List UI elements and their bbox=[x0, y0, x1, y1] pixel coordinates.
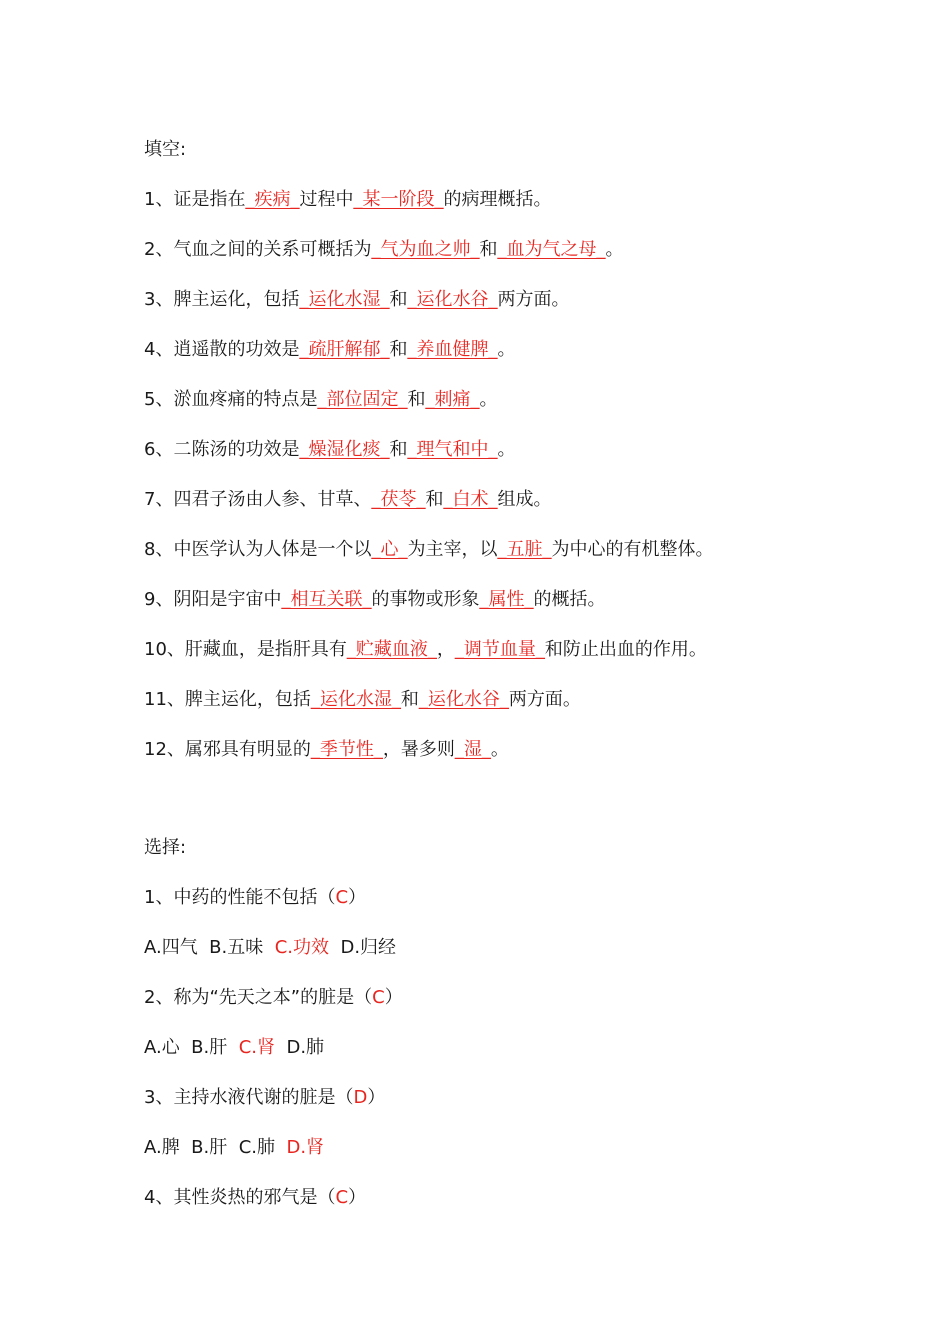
fill-text: 和 bbox=[479, 239, 498, 260]
choice-question bbox=[144, 1186, 366, 1210]
choice-options bbox=[144, 936, 396, 960]
fill-answer: _理气和中_ bbox=[407, 439, 498, 460]
fill-text: 组成。 bbox=[497, 489, 552, 510]
option: A.四气 bbox=[144, 937, 198, 958]
choice-options bbox=[144, 1036, 324, 1060]
fill-answer: _刺痛_ bbox=[425, 389, 480, 410]
fill-text: 和 bbox=[400, 689, 419, 710]
fill-text: 和 bbox=[389, 339, 408, 360]
fill-text: 7、四君子汤由人参、甘草、 bbox=[144, 489, 372, 510]
fill-item bbox=[144, 738, 509, 762]
fill-item bbox=[144, 388, 497, 412]
fill-item bbox=[144, 538, 713, 562]
fill-text: 3、脾主运化，包括 bbox=[144, 289, 300, 310]
fill-answer: _部位固定_ bbox=[317, 389, 408, 410]
fill-text: 的事物或形象 bbox=[371, 589, 480, 610]
option-correct: C.肾 bbox=[238, 1037, 275, 1058]
fill-text: 。 bbox=[497, 339, 516, 360]
fill-text: 10、肝藏血，是指肝具有 bbox=[144, 639, 347, 660]
option: D.归经 bbox=[340, 937, 397, 958]
fill-text: 。 bbox=[490, 739, 509, 760]
choice-question bbox=[144, 886, 366, 910]
answer-letter: C bbox=[372, 987, 385, 1008]
question-text: 4、其性炎热的邪气是（ bbox=[144, 1187, 336, 1208]
fill-text: 。 bbox=[605, 239, 624, 260]
option-correct: C.功效 bbox=[274, 937, 329, 958]
fill-text: 过程中 bbox=[299, 189, 354, 210]
option: B.肝 bbox=[191, 1037, 228, 1058]
fill-text: 。 bbox=[479, 389, 498, 410]
fill-text: 11、脾主运化，包括 bbox=[144, 689, 311, 710]
question-text: 2、称为“先天之本”的脏是（ bbox=[144, 987, 373, 1008]
question-text: ） bbox=[348, 1187, 367, 1208]
fill-answer: _相互关联_ bbox=[281, 589, 372, 610]
question-text: ） bbox=[384, 987, 403, 1008]
question-text: 1、中药的性能不包括（ bbox=[144, 887, 336, 908]
fill-text: 2、气血之间的关系可概括为 bbox=[144, 239, 372, 260]
fill-answer: _湿_ bbox=[454, 739, 491, 760]
fill-answer: _五脏_ bbox=[497, 539, 552, 560]
question-text: ） bbox=[367, 1087, 386, 1108]
fill-text: 两方面。 bbox=[497, 289, 570, 310]
fill-text: 的病理概括。 bbox=[443, 189, 552, 210]
choice-heading: 选择: bbox=[144, 837, 187, 858]
fill-text: 1、证是指在 bbox=[144, 189, 246, 210]
fill-text: 的概括。 bbox=[533, 589, 606, 610]
fill-answer: _白术_ bbox=[443, 489, 498, 510]
fill-text: 为主宰，以 bbox=[407, 539, 498, 560]
option: B.五味 bbox=[209, 937, 264, 958]
fill-answer: _运化水湿_ bbox=[299, 289, 390, 310]
option: D.肺 bbox=[286, 1037, 325, 1058]
fill-item bbox=[144, 588, 605, 612]
fill-item bbox=[144, 188, 551, 212]
fill-text: 两方面。 bbox=[508, 689, 581, 710]
fill-text: ， bbox=[436, 639, 455, 660]
fill-text: 和 bbox=[389, 439, 408, 460]
fill-answer: _茯苓_ bbox=[371, 489, 426, 510]
question-text: 3、主持水液代谢的脏是（ bbox=[144, 1087, 354, 1108]
fill-text: 4、逍遥散的功效是 bbox=[144, 339, 300, 360]
fill-answer: _贮藏血液_ bbox=[346, 639, 437, 660]
fill-answer: _血为气之母_ bbox=[497, 239, 606, 260]
fill-text: 6、二陈汤的功效是 bbox=[144, 439, 300, 460]
option: A.脾 bbox=[144, 1137, 180, 1158]
fill-answer: _属性_ bbox=[479, 589, 534, 610]
answer-letter: D bbox=[353, 1087, 368, 1108]
fill-text: 8、中医学认为人体是一个以 bbox=[144, 539, 372, 560]
fill-answer: _气为血之帅_ bbox=[371, 239, 480, 260]
fill-answer: _某一阶段_ bbox=[353, 189, 444, 210]
answer-letter: C bbox=[335, 1187, 349, 1208]
option: A.心 bbox=[144, 1037, 180, 1058]
fill-answer: _调节血量_ bbox=[454, 639, 545, 660]
fill-heading: 填空: bbox=[144, 139, 187, 160]
option-correct: D.肾 bbox=[286, 1137, 325, 1158]
fill-answer: _运化水湿_ bbox=[310, 689, 401, 710]
fill-answer: _运化水谷_ bbox=[418, 689, 509, 710]
fill-answer: _养血健脾_ bbox=[407, 339, 498, 360]
choice-question bbox=[144, 986, 403, 1010]
fill-answer: _燥湿化痰_ bbox=[299, 439, 390, 460]
question-text: ） bbox=[348, 887, 367, 908]
fill-text: 和防止出血的作用。 bbox=[544, 639, 707, 660]
fill-item bbox=[144, 288, 569, 312]
fill-item bbox=[144, 638, 707, 662]
fill-text: 和 bbox=[407, 389, 426, 410]
fill-answer: _疾病_ bbox=[245, 189, 300, 210]
option: C.肺 bbox=[238, 1137, 275, 1158]
fill-text: 12、属邪具有明显的 bbox=[144, 739, 311, 760]
fill-text: 5、淤血疼痛的特点是 bbox=[144, 389, 318, 410]
fill-answer: _季节性_ bbox=[310, 739, 383, 760]
fill-text: 和 bbox=[389, 289, 408, 310]
fill-text: 为中心的有机整体。 bbox=[551, 539, 714, 560]
choice-question bbox=[144, 1086, 385, 1110]
fill-text: 和 bbox=[425, 489, 444, 510]
fill-item bbox=[144, 438, 515, 462]
fill-item bbox=[144, 238, 623, 262]
fill-text: ，暑多则 bbox=[382, 739, 455, 760]
fill-item bbox=[144, 338, 515, 362]
fill-text: 9、阴阳是宇宙中 bbox=[144, 589, 282, 610]
fill-item bbox=[144, 488, 551, 512]
fill-text: 。 bbox=[497, 439, 516, 460]
fill-answer: _运化水谷_ bbox=[407, 289, 498, 310]
fill-item bbox=[144, 688, 581, 712]
choice-options bbox=[144, 1136, 324, 1160]
fill-answer: _疏肝解郁_ bbox=[299, 339, 390, 360]
answer-letter: C bbox=[335, 887, 349, 908]
option: B.肝 bbox=[191, 1137, 228, 1158]
fill-answer: _心_ bbox=[371, 539, 408, 560]
